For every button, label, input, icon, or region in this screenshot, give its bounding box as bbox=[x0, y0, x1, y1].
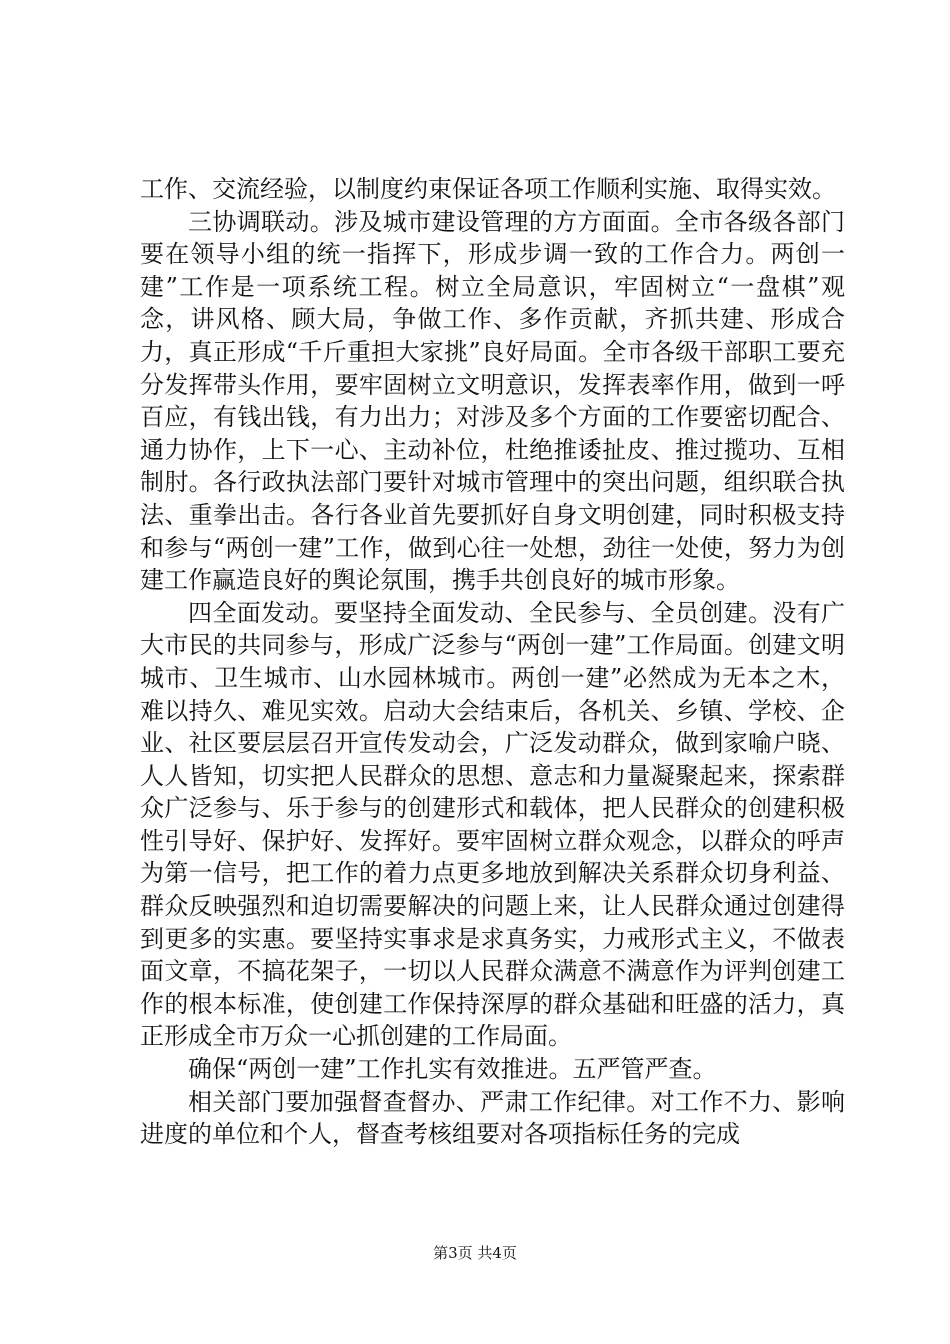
paragraph-ensure: 确保“两创一建”工作扎实有效推进。五严管严查。 bbox=[188, 1055, 717, 1084]
paragraph-coordination: 三协调联动。涉及城市建设管理的方方面面。全市各级各部门要在领导小组的统一指挥下，形成步调一致的工作合力。两创一建”工作是一项系统工程。树立全局意识，牢固树立“一盘棋”观念，讲风格、顾大局，争做工作、多作贡献，齐抓共建、形成合力，真正形成“千斤重担大家挑”良好局面。全市各级干部职工要充分发挥带头作用，要牢固树立文明意识，发挥表率作用，做到一呼百应，有钱出钱，有力出力；对涉及多个方面的工作要密切配合、通力协作，上下一心、主动补位，杜绝推诿扯皮、推过揽功、互相制肘。各行政执法部门要针对城市管理中的突出问题，组织联合执法、重拳出击。各行各业首先要抓好自身文明创建，同时积极支持和参与“两创一建”工作，做到心往一处想，劲往一处使，努力为创建工作赢造良好的舆论氛围，携手共创良好的城市形象。 bbox=[140, 207, 845, 595]
paragraph-continuation: 工作、交流经验，以制度约束保证各项工作顺利实施、取得实效。 bbox=[140, 175, 836, 203]
page-footer: 第3页 共4页 bbox=[433, 1244, 517, 1262]
paragraph-supervision: 相关部门要加强督查督办、严肃工作纪律。对工作不力、影响进度的单位和个人，督查考核组要对各项指标任务的完成 bbox=[140, 1087, 845, 1149]
paragraph-mobilization: 四全面发动。要坚持全面发动、全民参与、全员创建。没有广大市民的共同参与，形成广泛参与“两创一建”工作局面。创建文明城市、卫生城市、山水园林城市。两创一建”必然成为无本之木，难以持久、难见实效。启动大会结束后，各机关、乡镇、学校、企业、社区要层层召开宣传发动会，广泛发动群众，做到家喻户晓、人人皆知，切实把人民群众的思想、意志和力量凝聚起来，探索群众广泛参与、乐于参与的创建形式和载体，把人民群众的创建积极性引导好、保护好、发挥好。要牢固树立群众观念，以群众的呼声为第一信号，把工作的着力点更多地放到解决关系群众切身利益、群众反映强烈和迫切需要解决的问题上来，让人民群众通过创建得到更多的实惠。要坚持实事求是求真务实，力戒形式主义，不做表面文章，不搞花架子，一切以人民群众满意不满意作为评判创建工作的根本标准，使创建工作保持深厚的群众基础和旺盛的活力，真正形成全市万众一心抓创建的工作局面。 bbox=[140, 598, 845, 1051]
document-body bbox=[140, 173, 845, 1151]
